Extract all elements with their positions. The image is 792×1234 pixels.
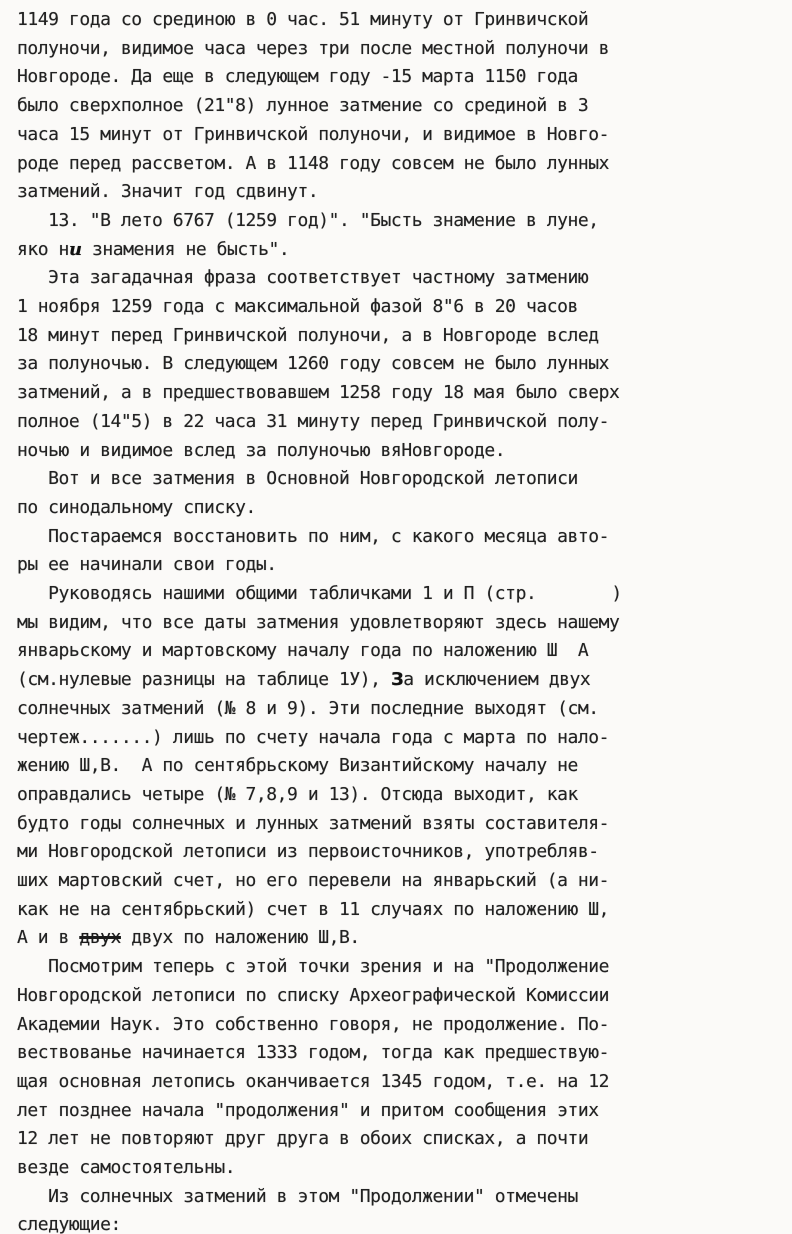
- text-segment: затмений, а в предшествовавшем 1258 году 18 мая было сверх: [17, 382, 620, 404]
- text-segment: 12 лет не повторяют друг друга в обоих списках, а почти: [17, 1128, 589, 1150]
- text-line: [17, 953, 609, 981]
- text-line: [17, 207, 599, 235]
- text-line: [17, 350, 609, 378]
- text-segment: вествованье начинается 1333 годом, тогда как предшествую-: [17, 1042, 610, 1064]
- text-segment: Академии Наук. Это собственно говоря, не продолжение. По-: [17, 1013, 610, 1035]
- text-segment: щая основная летопись оканчивается 1345 годом, т.е. на 12: [17, 1070, 610, 1092]
- text-segment: 13. "В лето 6767 (1259 год)". "Бысть знамение в луне,: [17, 209, 599, 231]
- text-line: [17, 121, 609, 149]
- text-line: [17, 35, 609, 63]
- text-segment: ры ее начинали свои годы.: [17, 554, 277, 576]
- text-line: [17, 1097, 599, 1125]
- text-segment: Эта загадачная фраза соответствует частному затмению: [17, 267, 589, 289]
- text-segment: Посмотрим теперь с этой точки зрения и на "Продолжение: [17, 956, 610, 978]
- text-line: [17, 1211, 121, 1234]
- text-line: [17, 982, 609, 1010]
- text-line: [17, 695, 599, 723]
- text-line: [17, 322, 599, 350]
- text-line: [17, 408, 609, 436]
- text-line: [17, 752, 578, 780]
- text-segment: по синодальному списку.: [17, 496, 256, 518]
- text-line: [17, 494, 256, 522]
- text-line: [17, 523, 609, 551]
- text-segment: А и в: [17, 927, 80, 949]
- text-line: [17, 781, 578, 809]
- text-line: [17, 924, 360, 952]
- text-segment: 1149 года со срединою в 0 час. 51 минуту от Гринвичской: [17, 9, 589, 30]
- struck-out-word: двух: [79, 927, 121, 949]
- text-segment: полуночи, видимое часа через три после местной полуночи в: [17, 37, 610, 59]
- text-segment: часа 15 минут от Гринвичской полуночи, и видимое в Новго-: [17, 123, 610, 145]
- text-segment: Вот и все затмения в Основной Новгородской летописи: [17, 468, 578, 490]
- text-segment: за полуночью. В следующем 1260 году совсем не было лунных: [17, 353, 610, 375]
- text-segment: лет позднее начала "продолжения" и притом сообщения этих: [17, 1099, 599, 1121]
- text-line: [17, 379, 619, 407]
- text-line: [17, 810, 609, 838]
- text-segment: будто годы солнечных и лунных затмений взяты составителя-: [17, 812, 610, 834]
- text-line: [17, 1125, 588, 1153]
- text-segment: как не на сентябрьский) счет в 11 случаях по наложению Ш,: [17, 898, 610, 920]
- text-segment: мы видим, что все даты затмения удовлетворяют здесь нашему: [17, 611, 620, 633]
- text-line: [17, 896, 609, 924]
- text-segment: 18 минут перед Гринвичской полуночи, а в Новгороде вслед: [17, 324, 599, 346]
- text-segment: чертеж.......) лишь по счету начала года с марта по нало-: [17, 726, 610, 748]
- text-segment: Новгороде. Да еще в следующем году -15 марта 1150 года: [17, 66, 578, 88]
- text-segment: Новгородской летописи по списку Археографической Комиссии: [17, 984, 610, 1006]
- text-line: [17, 63, 578, 91]
- text-segment: было сверхполное (21"8) лунное затмение со срединой в 3: [17, 95, 589, 117]
- text-segment: Руководясь нашими общими табличками 1 и П (стр.: [17, 583, 537, 604]
- text-line: [17, 1068, 609, 1096]
- text-line: [17, 1011, 609, 1039]
- text-line: [17, 724, 609, 752]
- text-segment: а исключением двух: [403, 669, 591, 691]
- text-segment: знамения не бысть".: [81, 238, 290, 260]
- text-segment: (см.нулевые разницы на таблице 1У),: [17, 669, 391, 691]
- text-segment: солнечных затмений (№ 8 и 9). Эти последние выходят (см.: [17, 697, 599, 719]
- text-segment: 1 ноября 1259 года с максимальной фазой 8"6 в 20 часов: [17, 296, 578, 317]
- text-line: [17, 1183, 578, 1211]
- text-line: [17, 437, 505, 465]
- handwritten-correction: З: [390, 669, 404, 691]
- text-line: [17, 867, 609, 895]
- text-segment: Из солнечных затмений в этом "Продолжении" отмечены: [17, 1185, 578, 1207]
- text-segment: ших мартовский счет, но его перевели на январьский (а ни-: [17, 870, 610, 891]
- text-line: [17, 838, 599, 866]
- handwritten-correction: и: [68, 238, 82, 260]
- text-segment: январьскому и мартовскому началу года по наложению Ш А: [17, 640, 589, 662]
- text-line: [17, 6, 588, 34]
- text-segment: полное (14"5) в 22 часа 31 минуту перед Гринвичской полу-: [17, 410, 610, 432]
- text-segment: затмений. Значит год сдвинут.: [17, 181, 319, 203]
- text-segment: жению Ш,В. А по сентябрьскому Византийскому началу не: [17, 755, 578, 777]
- text-segment: ми Новгородской летописи из первоисточников, употребляв-: [17, 841, 599, 863]
- text-line: [17, 465, 578, 493]
- text-segment: двух по наложению Ш,В.: [120, 927, 360, 949]
- text-segment: Постараемся восстановить по ним, с какого месяца авто-: [17, 525, 610, 547]
- text-line: [17, 580, 622, 608]
- text-segment: яко н: [17, 238, 69, 260]
- text-line: [17, 236, 289, 264]
- text-segment: роде перед рассветом. А в 1148 году совсем не было лунных: [17, 152, 610, 174]
- text-segment: ): [611, 583, 622, 604]
- text-line: [17, 178, 318, 206]
- text-line: [17, 637, 588, 665]
- text-line: [17, 1039, 609, 1067]
- text-line: [17, 609, 619, 637]
- text-line: [17, 150, 609, 178]
- text-segment: следующие:: [17, 1214, 121, 1234]
- text-segment: оправдались четыре (№ 7,8,9 и 13). Отсюда выходит, как: [17, 783, 578, 805]
- text-line: [17, 1154, 235, 1182]
- text-line: [17, 92, 588, 120]
- text-line: [17, 293, 578, 321]
- text-line: [17, 264, 588, 292]
- text-line: [17, 666, 590, 694]
- text-line: [17, 551, 277, 579]
- blank-page-reference: [536, 585, 611, 599]
- text-segment: везде самостоятельны.: [17, 1157, 236, 1178]
- text-segment: ночью и видимое вслед за полуночью вяНовгороде.: [17, 439, 506, 461]
